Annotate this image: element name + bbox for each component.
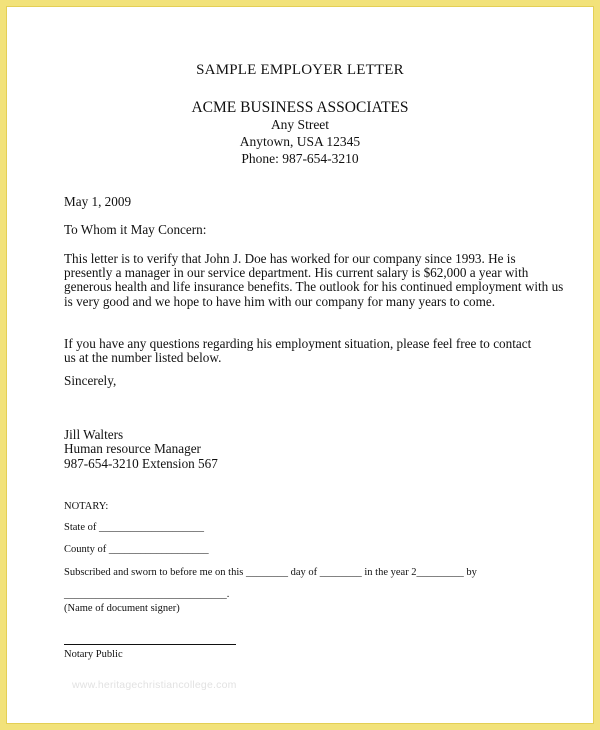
- notary-state-line: State of ____________________: [64, 522, 204, 533]
- notary-county-line: County of ___________________: [64, 544, 209, 555]
- notary-signature-line: [64, 644, 236, 645]
- company-city: Anytown, USA 12345: [239, 134, 361, 149]
- doc-signer-label: (Name of document signer): [64, 603, 180, 614]
- company-name: ACME BUSINESS ASSOCIATES: [191, 99, 409, 116]
- letter-title: SAMPLE EMPLOYER LETTER: [196, 62, 404, 78]
- signer-title: Human resource Manager: [64, 441, 201, 456]
- signer-name: Jill Walters: [64, 427, 124, 442]
- body-paragraph-1: This letter is to verify that John J. Doe has worked for our company since 1993. He is presently a manager in our service department. His current salary is $62,000 a year with generous health and life insurance benefits. The outlook for his continued employment with us is very good and we hope to have him with our company for many years to come.: [64, 251, 564, 309]
- notary-public-block: [64, 644, 236, 661]
- letter-date: May 1, 2009: [64, 194, 132, 209]
- letter-closing: Sincerely,: [64, 373, 117, 388]
- notary-heading: NOTARY:: [64, 501, 109, 512]
- letter-greeting: To Whom it May Concern:: [64, 222, 207, 237]
- letter-page: [6, 6, 594, 724]
- body-paragraph-2: If you have any questions regarding his employment situation, please feel free to contact us at the number listed below.: [64, 336, 532, 366]
- company-street: Any Street: [270, 117, 330, 132]
- notary-sworn-line: Subscribed and sworn to before me on this ________ day of ________ in the year 2_________ by: [64, 567, 477, 578]
- doc-signer-blank: _______________________________.: [64, 589, 230, 600]
- notary-public-label: Notary Public: [64, 649, 123, 660]
- watermark: www.heritagechristiancollege.com: [72, 679, 237, 691]
- doc-signer-block: [64, 589, 229, 615]
- signer-phone: 987-654-3210 Extension 567: [64, 456, 218, 471]
- company-phone: Phone: 987-654-3210: [241, 151, 359, 166]
